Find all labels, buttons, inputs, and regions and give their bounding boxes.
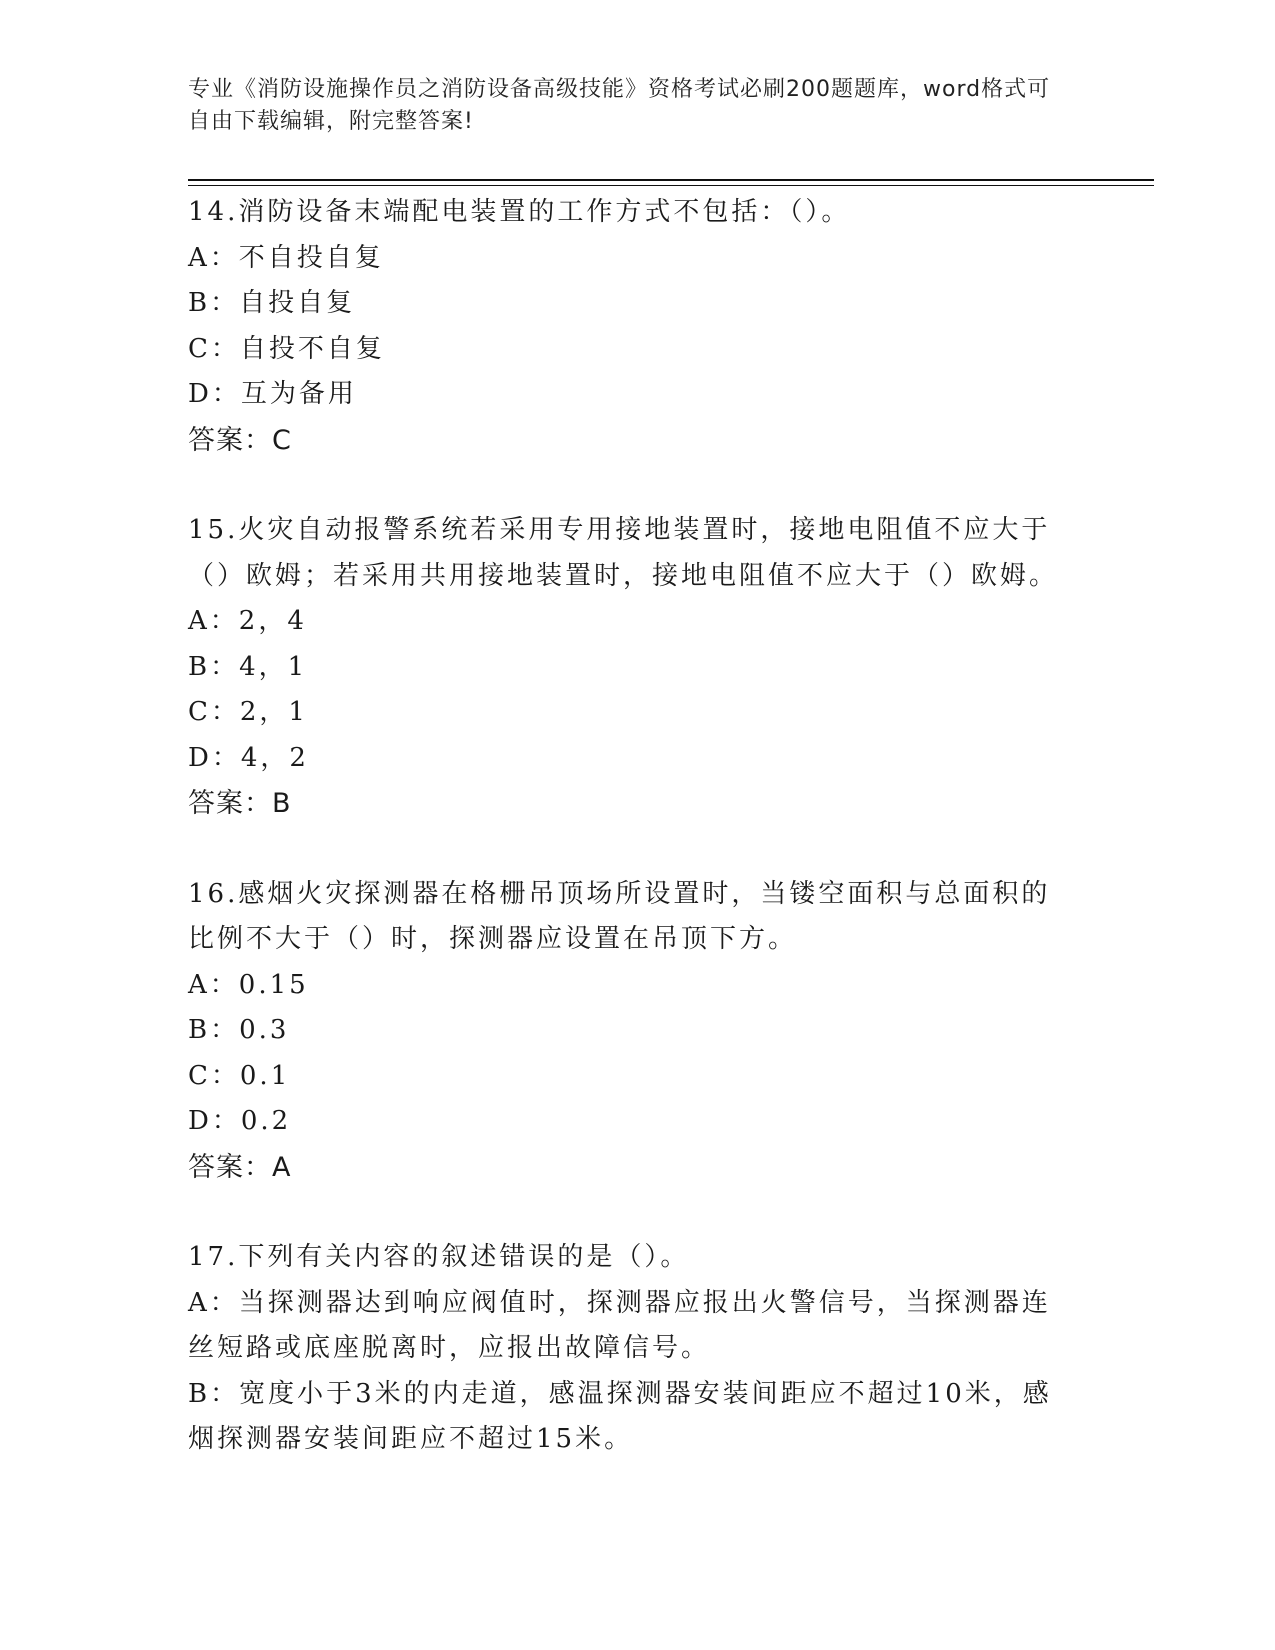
question-stem: 17.下列有关内容的叙述错误的是（）。 (188, 1242, 690, 1272)
document-header: 专业《消防设施操作员之消防设备高级技能》资格考试必刷200题题库，word格式可自由下载编辑，附完整答案! (188, 77, 1051, 134)
option-b: B：宽度小于3米的内走道，感温探测器安装间距应不超过10米，感烟探测器安装间距应不超过15米。 (188, 1378, 1052, 1454)
option-d: D：0.2 (188, 1106, 292, 1136)
option-c: C：0.1 (188, 1060, 291, 1091)
option-b: B：0.3 (188, 1015, 290, 1045)
answer-line: 答案：B (188, 788, 292, 819)
option-d: D：4，2 (188, 742, 309, 773)
question-stem: 15.火灾自动报警系统若采用专用接地装置时，接地电阻值不应大于（）欧姆；若采用共用接地装置时，接地电阻值不应大于（）欧姆。 (188, 515, 1059, 591)
option-c: C：2，1 (188, 697, 308, 727)
answer-line: 答案：A (188, 1151, 292, 1183)
header-rule-thick (188, 179, 1154, 181)
option-d: D：互为备用 (188, 379, 357, 409)
question-stem: 14.消防设备末端配电装置的工作方式不包括：（）。 (188, 197, 851, 227)
option-a: A：2，4 (188, 606, 307, 636)
question-15 (188, 508, 1068, 827)
question-16 (188, 872, 1068, 1191)
option-c: C：自投不自复 (188, 333, 385, 364)
option-b: B：自投自复 (188, 288, 356, 318)
header-rule-thin (188, 185, 1154, 186)
answer-line: 答案：C (188, 424, 292, 456)
question-17 (188, 1235, 1068, 1463)
option-a: A：当探测器达到响应阀值时，探测器应报出火警信号，当探测器连丝短路或底座脱离时，应报出故障信号。 (188, 1287, 1051, 1363)
option-b: B：4，1 (188, 651, 308, 682)
option-a: A：不自投自复 (188, 242, 384, 273)
question-stem: 16.感烟火灾探测器在格栅吊顶场所设置时，当镂空面积与总面积的比例不大于（）时，探测器应设置在吊顶下方。 (188, 878, 1051, 954)
question-14 (188, 190, 1068, 463)
question-list (188, 190, 1068, 1508)
option-a: A：0.15 (188, 969, 309, 1000)
